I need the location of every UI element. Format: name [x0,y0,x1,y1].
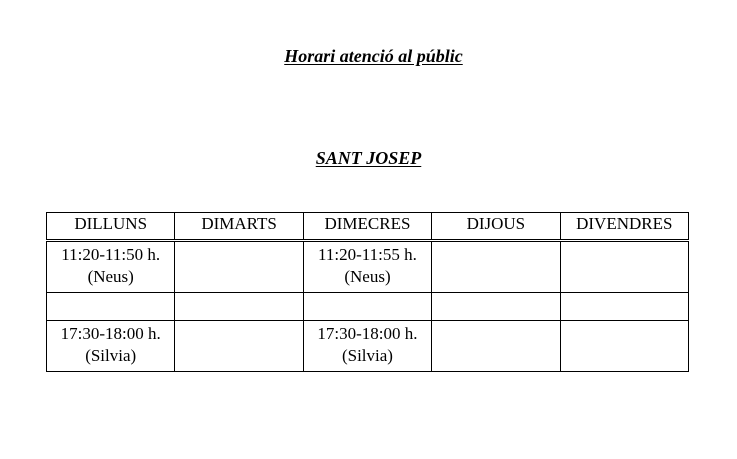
cell-friday [560,293,688,321]
cell-person: (Silvia) [341,346,393,365]
cell-monday [47,241,175,293]
cell-thursday [432,293,560,321]
cell-time: 11:20-11:50 h. [61,245,161,264]
cell-thursday [432,321,560,372]
cell-time: 17:30-18:00 h. [60,324,161,343]
table-row [47,241,689,293]
schedule-table [46,212,689,372]
cell-person: (Silvia) [85,346,137,365]
cell-time: 11:20-11:55 h. [318,245,417,264]
cell-tuesday [175,293,303,321]
cell-wednesday [303,321,431,372]
cell-thursday [432,241,560,293]
cell-tuesday [175,321,303,372]
table-row [47,321,689,372]
header-wednesday: DIMECRES [303,213,431,241]
cell-person: (Neus) [344,267,391,286]
cell-wednesday [303,241,431,293]
header-row [47,213,689,241]
cell-tuesday [175,241,303,293]
document-title: Horari atenció al públic [284,46,463,66]
cell-time: 17:30-18:00 h. [317,324,418,343]
cell-friday [560,241,688,293]
cell-friday [560,321,688,372]
cell-person: (Neus) [87,267,134,286]
cell-wednesday [303,293,431,321]
header-tuesday: DIMARTS [175,213,303,241]
cell-monday [47,321,175,372]
header-friday: DIVENDRES [560,213,688,241]
section-title: SANT JOSEP [315,148,422,168]
cell-monday [47,293,175,321]
header-monday: DILLUNS [47,213,175,241]
header-thursday: DIJOUS [432,213,560,241]
table-row [47,293,689,321]
